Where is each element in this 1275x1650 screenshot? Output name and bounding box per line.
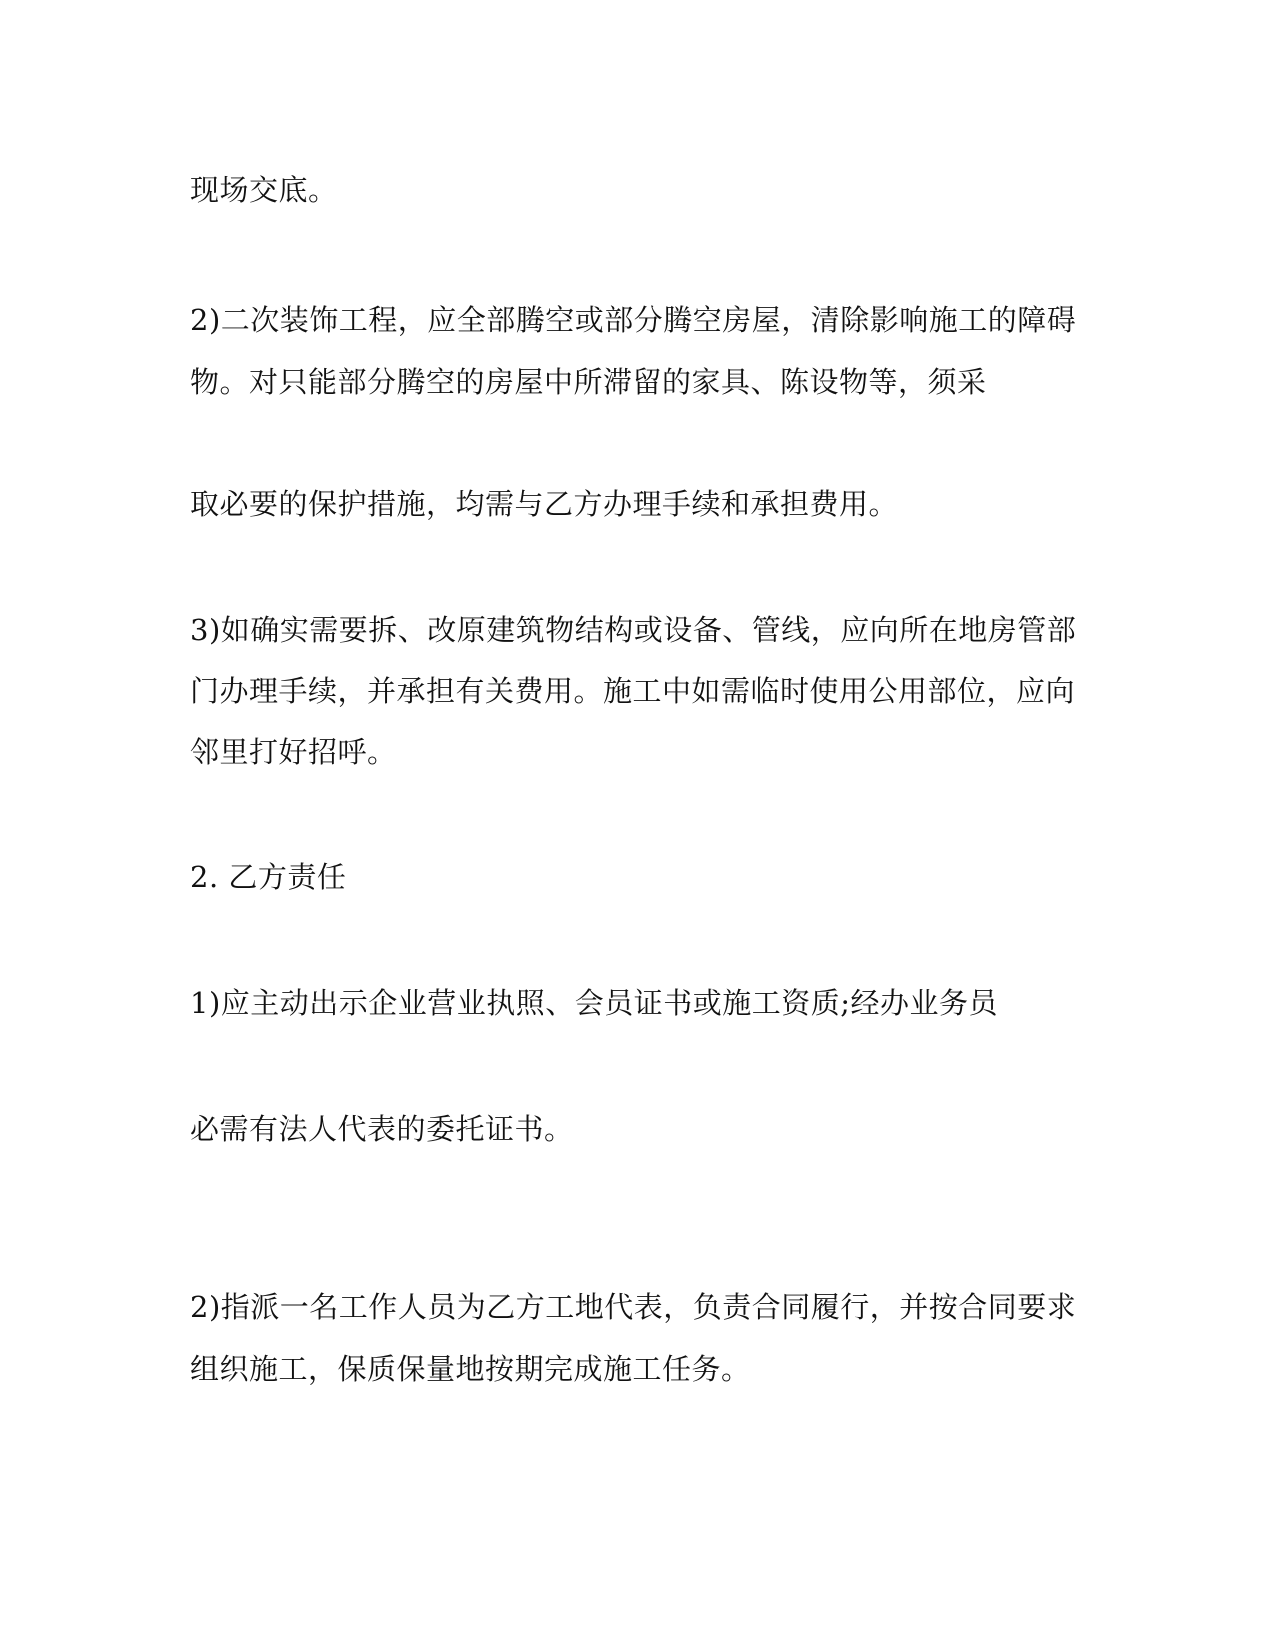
text-line-7: 邻里打好招呼。 <box>190 735 397 769</box>
text-line-1: 现场交底。 <box>190 173 338 207</box>
text-line-12: 组织施工，保质保量地按期完成施工任务。 <box>190 1352 751 1386</box>
text-line-9: 1)应主动出示企业营业执照、会员证书或施工资质;经办业务员 <box>190 986 999 1020</box>
text-line-6: 门办理手续，并承担有关费用。施工中如需临时使用公用部位，应向 <box>190 674 1076 708</box>
text-line-11: 2)指派一名工作人员为乙方工地代表，负责合同履行，并按合同要求 <box>190 1290 1077 1324</box>
text-line-2: 2)二次装饰工程，应全部腾空或部分腾空房屋，清除影响施工的障碍 <box>190 303 1077 337</box>
text-line-4: 取必要的保护措施，均需与乙方办理手续和承担费用。 <box>190 487 899 521</box>
text-line-3: 物。对只能部分腾空的房屋中所滞留的家具、陈设物等，须采 <box>190 365 987 399</box>
section-heading: 2. 乙方责任 <box>190 860 347 894</box>
text-line-10: 必需有法人代表的委托证书。 <box>190 1112 574 1146</box>
text-line-5: 3)如确实需要拆、改原建筑物结构或设备、管线，应向所在地房管部 <box>190 613 1077 647</box>
